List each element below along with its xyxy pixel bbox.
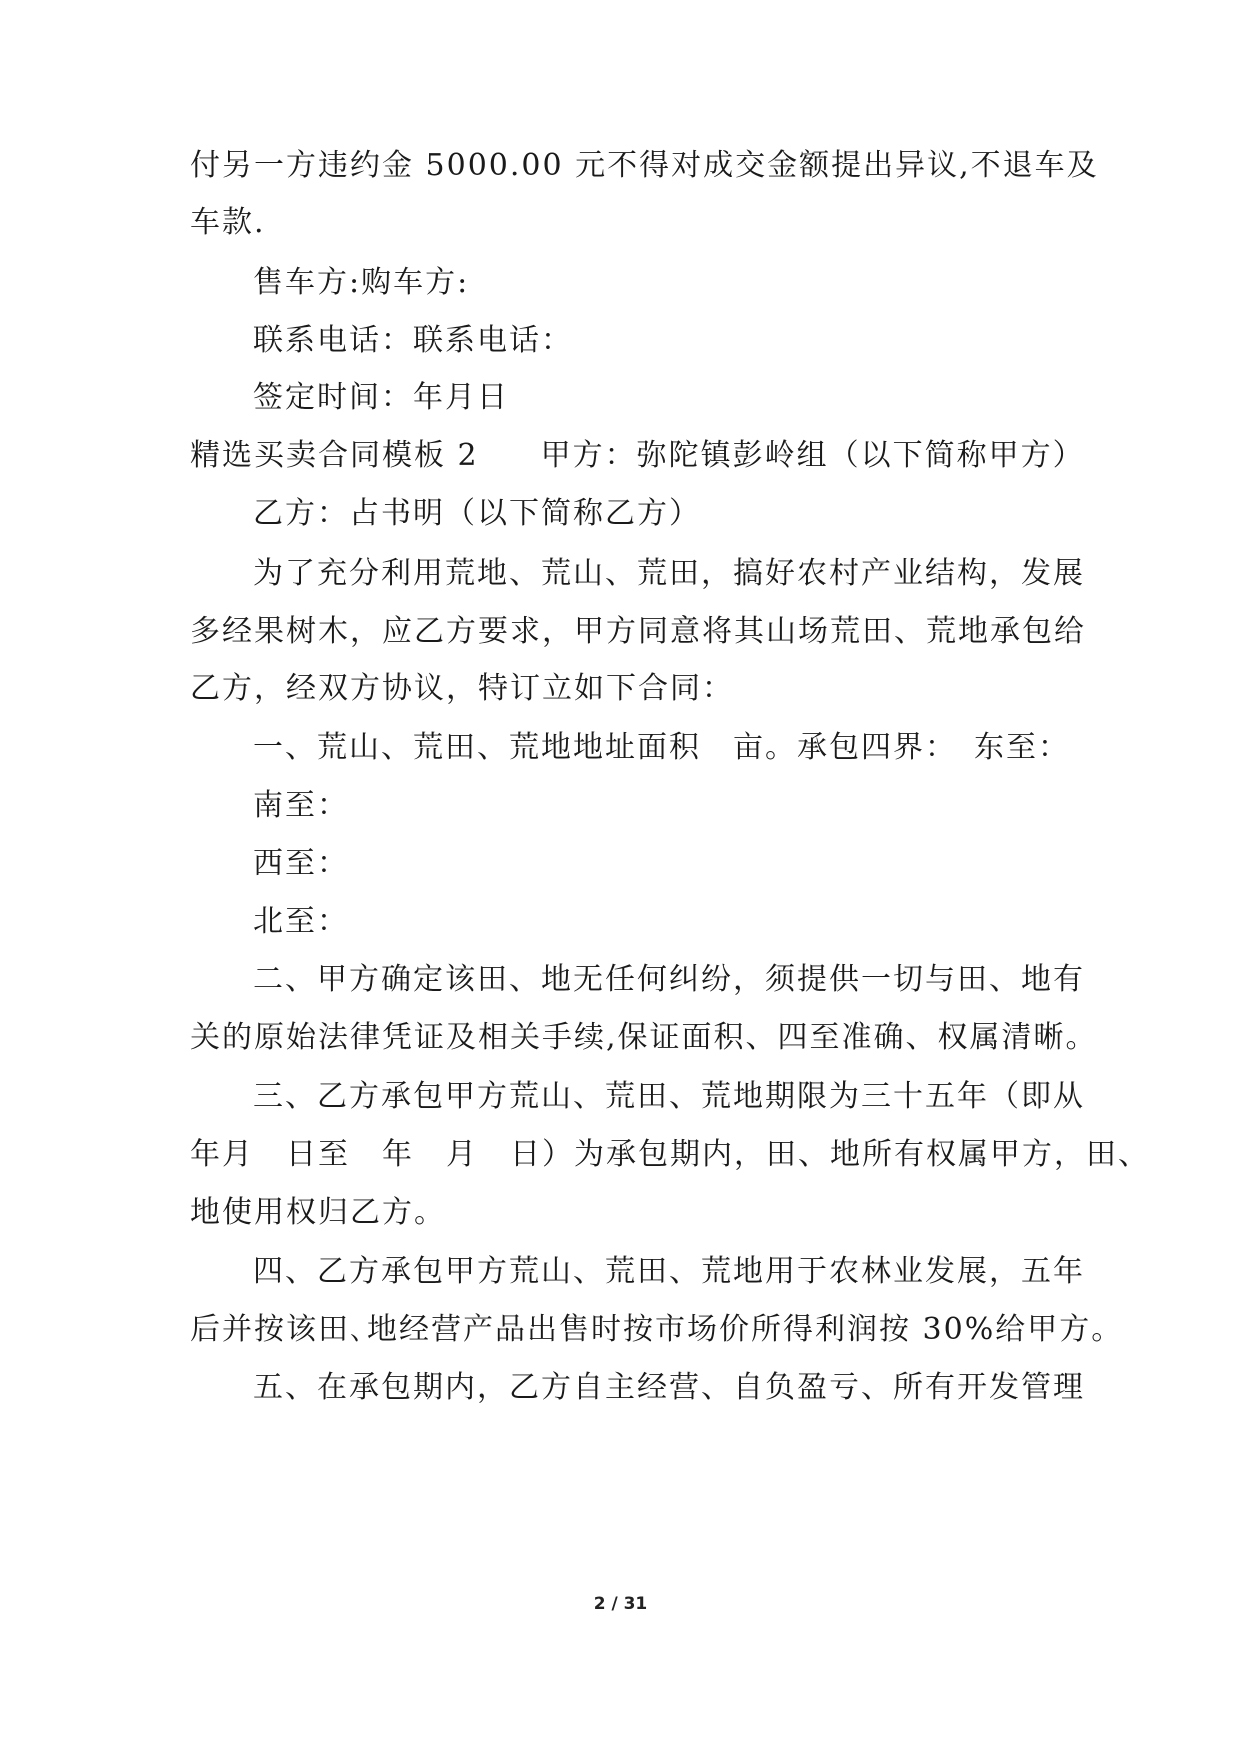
clause-two-line: 二、甲方确定该田、地无任何纠纷，须提供一切与田、地有 bbox=[253, 962, 1085, 997]
seller-buyer-line: 售车方:购车方: bbox=[253, 265, 470, 300]
paragraph-line: 付另一方违约金 5000.00 元不得对成交金额提出异议,不退车及 bbox=[190, 148, 1099, 183]
boundary-north-line: 北至： bbox=[253, 904, 349, 939]
boundary-west-line: 西至： bbox=[253, 846, 349, 881]
clause-five-line: 五、在承包期内，乙方自主经营、自负盈亏、所有开发管理 bbox=[253, 1370, 1085, 1405]
paragraph-line: 年月 日至 年 月 日）为承包期内，田、地所有权属甲方，田、 bbox=[190, 1137, 1150, 1172]
party-a-line: 甲方：弥陀镇彭岭组（以下简称甲方） bbox=[540, 438, 1085, 473]
clause-four-line: 四、乙方承包甲方荒山、荒田、荒地用于农林业发展，五年 bbox=[253, 1254, 1085, 1289]
section-heading-line bbox=[190, 436, 1085, 476]
paragraph-line: 关的原始法律凭证及相关手续,保证面积、四至准确、权属清晰。 bbox=[190, 1020, 1098, 1055]
paragraph-line: 地使用权归乙方。 bbox=[190, 1195, 446, 1230]
party-b-line: 乙方：占书明（以下简称乙方） bbox=[253, 496, 701, 531]
boundary-south-line: 南至： bbox=[253, 788, 349, 823]
paragraph-line: 车款. bbox=[190, 205, 266, 240]
signing-date-line: 签定时间：年月日 bbox=[253, 380, 509, 415]
paragraph-line: 为了充分利用荒地、荒山、荒田，搞好农村产业结构，发展 bbox=[253, 556, 1085, 591]
paragraph-line: 后并按该田､地经营产品出售时按市场价所得利润按 30%给甲方。 bbox=[190, 1312, 1124, 1347]
paragraph-line: 乙方，经双方协议，特订立如下合同： bbox=[190, 671, 734, 706]
clause-three-line: 三、乙方承包甲方荒山、荒田、荒地期限为三十五年（即从 bbox=[253, 1079, 1085, 1114]
phone-line: 联系电话：联系电话： bbox=[253, 323, 573, 358]
section-title: 精选买卖合同模板 2 bbox=[190, 438, 479, 473]
clause-one-line: 一、荒山、荒田、荒地地址面积 亩。承包四界： 东至： bbox=[253, 730, 1070, 765]
paragraph-line: 多经果树木，应乙方要求，甲方同意将其山场荒田、荒地承包给 bbox=[190, 614, 1086, 649]
page-number: 2 / 31 bbox=[593, 1594, 648, 1614]
